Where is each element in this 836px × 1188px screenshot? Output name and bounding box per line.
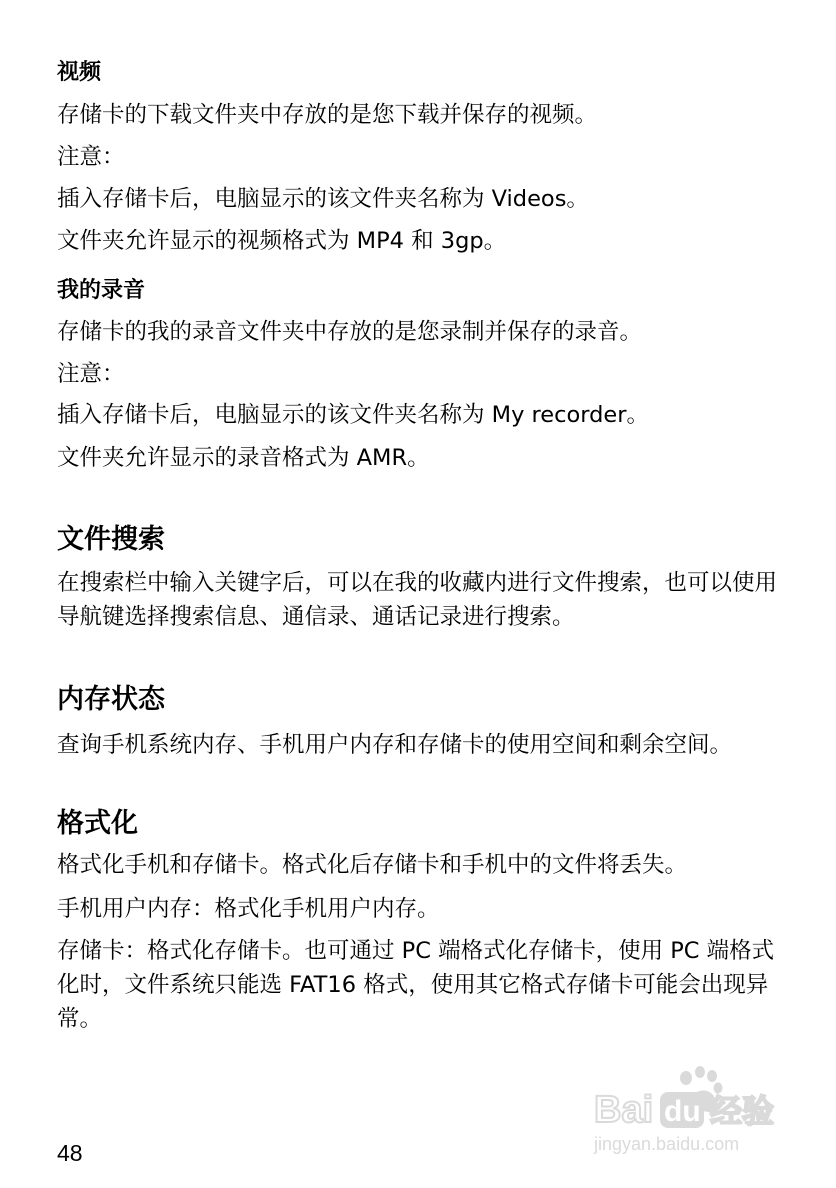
file-search-heading: 文件搜索 [57, 524, 165, 555]
format-heading: 格式化 [57, 808, 138, 839]
recorder-note-1-block [57, 398, 785, 432]
svg-text:jingyan.baidu.com: jingyan.baidu.com [594, 1134, 740, 1154]
format-section [57, 806, 785, 842]
video-section [57, 58, 785, 88]
recorder-note-2-block [57, 441, 785, 475]
recorder-note-label: 注意： [57, 361, 125, 387]
memory-status-section [57, 682, 785, 718]
recorder-section [57, 276, 785, 306]
file-search-section [57, 522, 785, 558]
recorder-note-label-block [57, 357, 785, 391]
page-number: 48 [57, 1140, 83, 1166]
file-search-body: 在搜索栏中输入关键字后，可以在我的收藏内进行文件搜索，也可以使用导航键选择搜索信息、通信录、通话记录进行搜索。 [57, 570, 778, 630]
format-body-3: 存储卡：格式化存储卡。也可通过 PC 端格式化存储卡，使用 PC 端格式化时，文件系统只能选 FAT16 格式，使用其它格式存储卡可能会出现异常。 [57, 938, 775, 1032]
video-heading: 视频 [57, 60, 102, 85]
recorder-note-1: 插入存储卡后，电脑显示的该文件夹名称为 My recorder。 [57, 402, 649, 428]
memory-status-body: 查询手机系统内存、手机用户内存和存储卡的使用空间和剩余空间。 [57, 732, 733, 758]
video-note-1-block [57, 182, 785, 216]
memory-status-body-block [57, 728, 785, 762]
video-note-label: 注意： [57, 144, 125, 170]
recorder-heading: 我的录音 [57, 278, 146, 303]
svg-text:经验: 经验 [710, 1092, 775, 1130]
svg-text:Bai: Bai [594, 1089, 654, 1131]
video-body-block [57, 98, 785, 132]
recorder-body: 存储卡的我的录音文件夹中存放的是您录制并保存的录音。 [57, 319, 643, 345]
video-body: 存储卡的下载文件夹中存放的是您下载并保存的视频。 [57, 102, 598, 128]
memory-status-heading: 内存状态 [57, 684, 165, 715]
video-note-2: 文件夹允许显示的视频格式为 MP4 和 3gp。 [57, 228, 507, 254]
video-note-1: 插入存储卡后，电脑显示的该文件夹名称为 Videos。 [57, 186, 589, 212]
format-body-3-block [57, 934, 785, 1036]
format-body-2-block [57, 892, 785, 926]
format-body-2: 手机用户内存：格式化手机用户内存。 [57, 896, 440, 922]
file-search-body-block [57, 566, 785, 634]
recorder-body-block [57, 315, 785, 349]
recorder-note-2: 文件夹允许显示的录音格式为 AMR。 [57, 445, 430, 471]
format-body-1-block [57, 848, 785, 882]
video-note-2-block [57, 224, 785, 258]
format-body-1: 格式化手机和存储卡。格式化后存储卡和手机中的文件将丢失。 [57, 852, 688, 878]
baidu-jingyan-watermark [590, 1060, 790, 1160]
video-note-label-block [57, 140, 785, 174]
svg-text:du: du [664, 1095, 701, 1128]
